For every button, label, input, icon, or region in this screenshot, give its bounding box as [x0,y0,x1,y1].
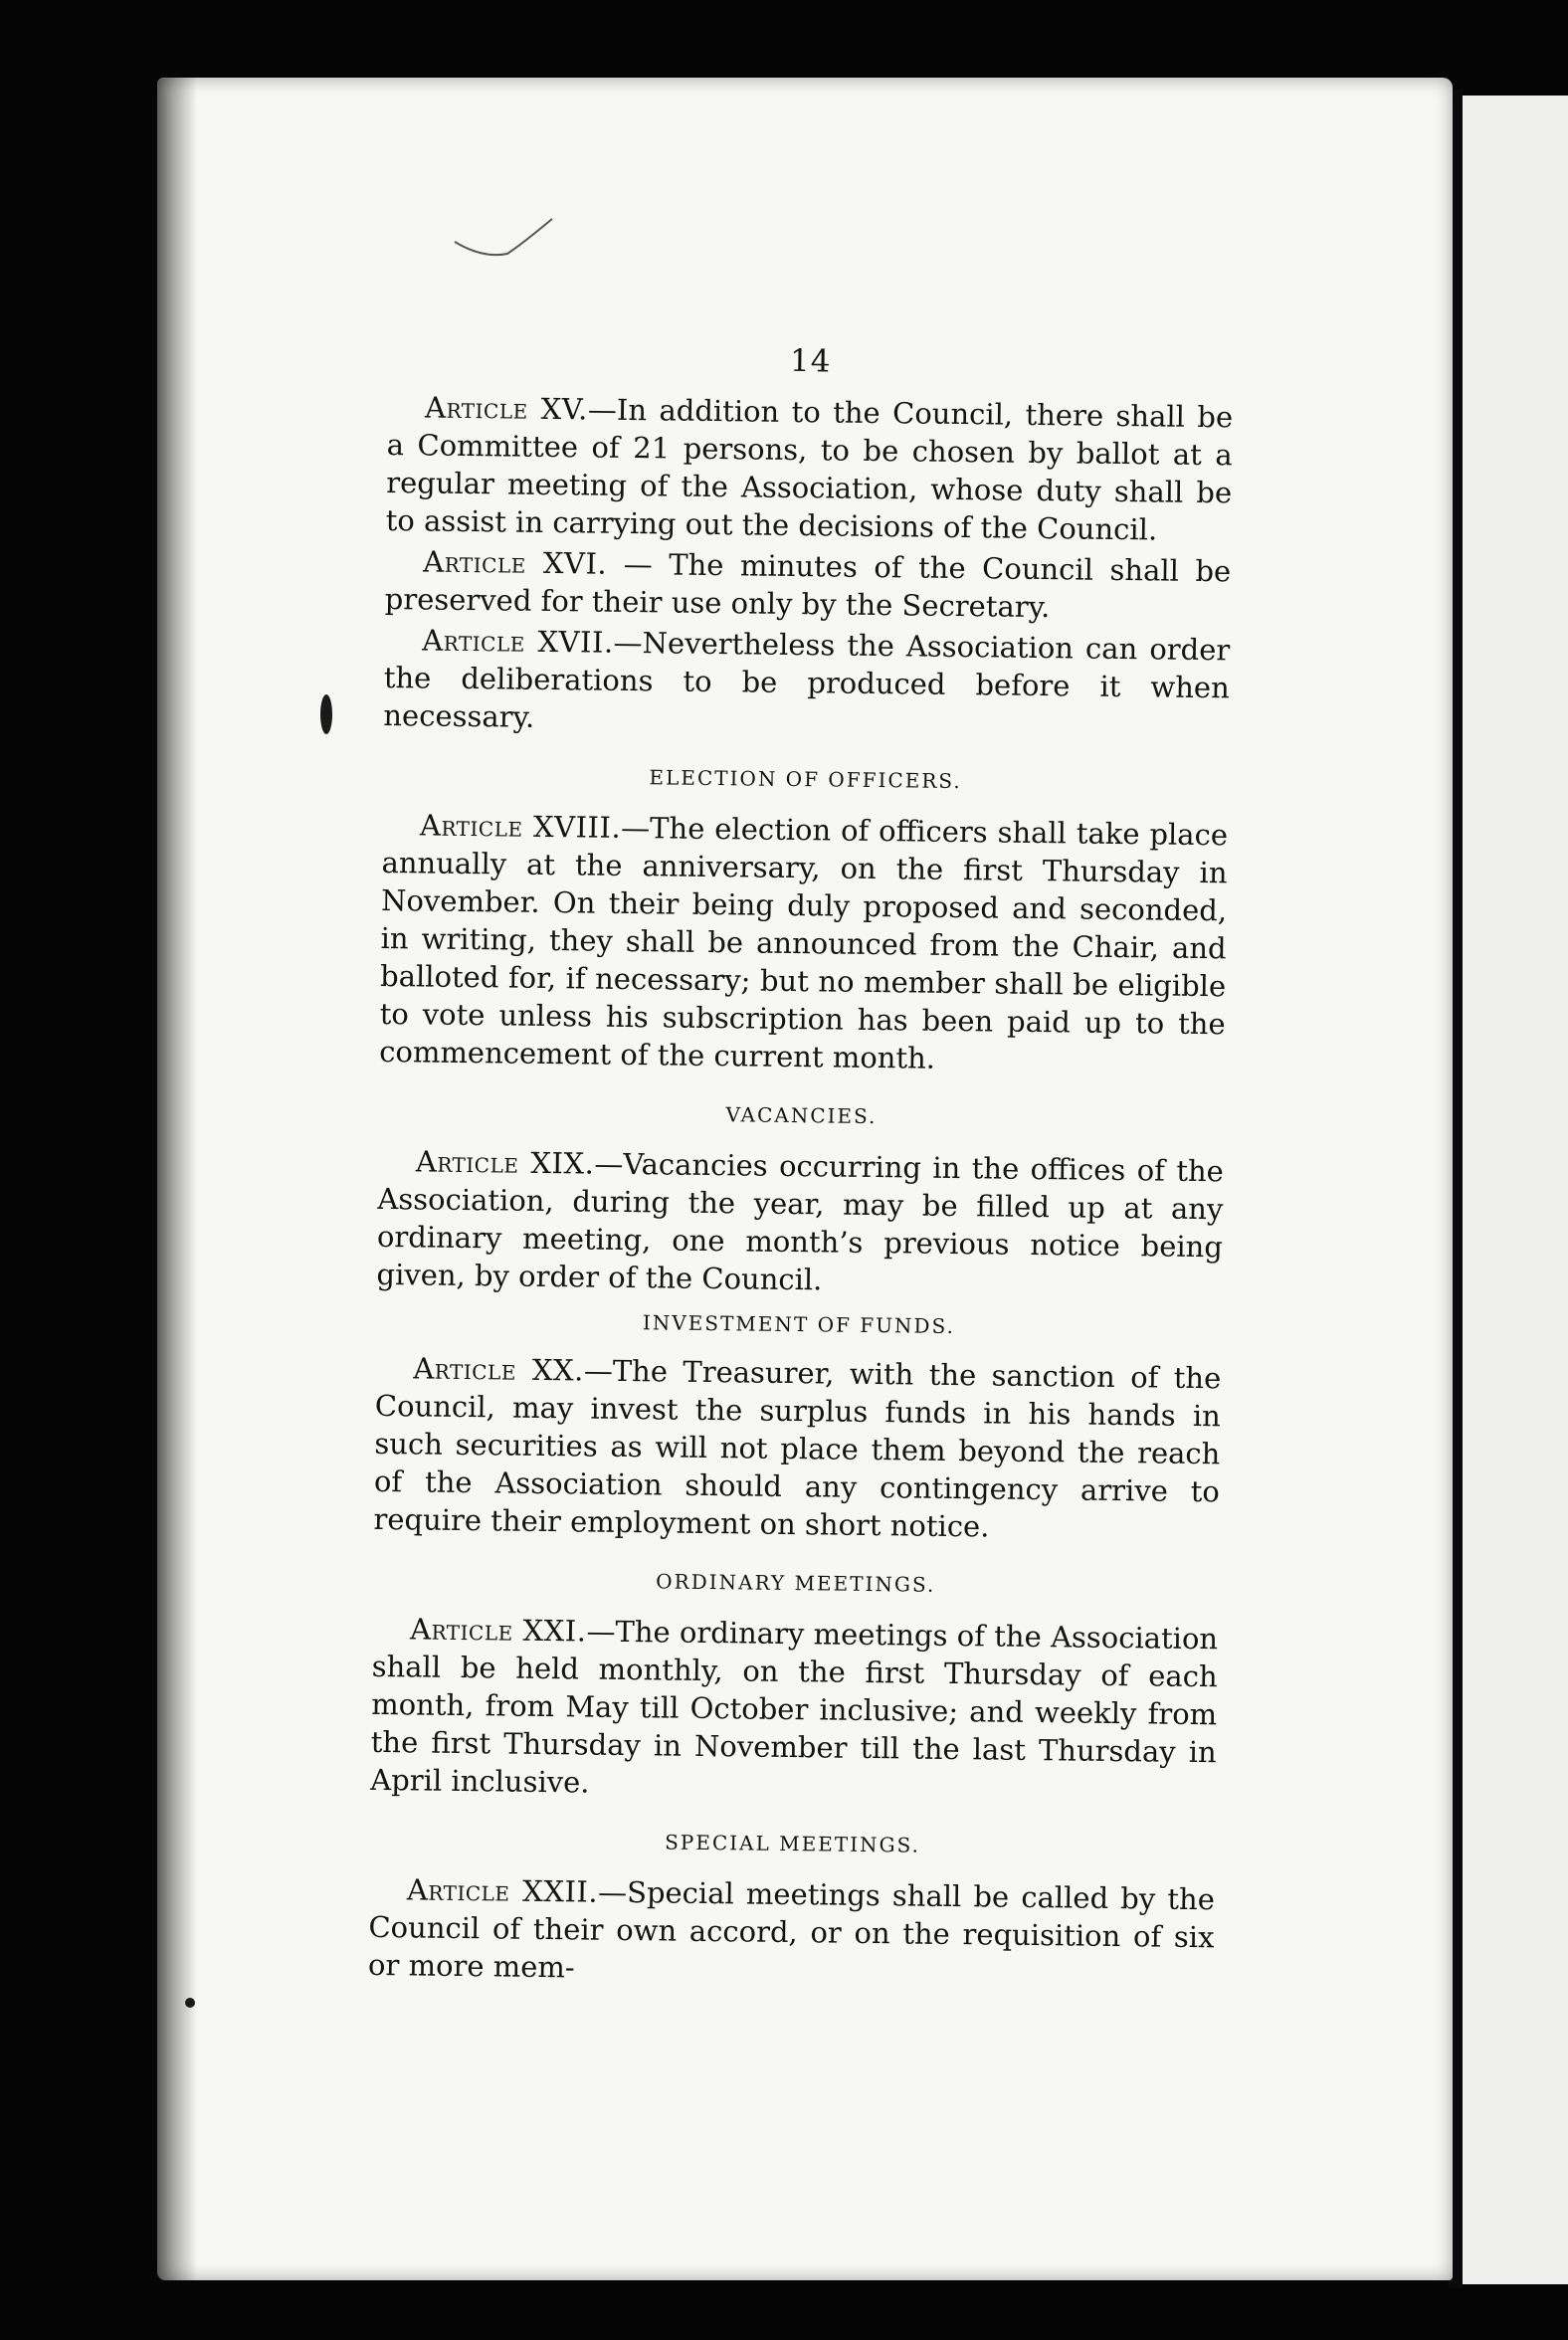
page-number: 14 [789,342,832,380]
article-label: Article XXII. [406,1872,599,1909]
article-paragraph [379,806,1228,1080]
ink-blot-mark [320,694,332,734]
article-text: —Special meetings shall be called by the Council of their own accord, or on the requisition of six or more mem- [367,1874,1216,1985]
article-label: Article XVI. [423,544,608,581]
section-heading: SPECIAL MEETINGS. [665,1830,921,1857]
section-heading: ELECTION OF OFFICERS. [649,765,962,794]
page-content [368,338,1234,1997]
article-label: Article XV. [424,390,589,427]
article-text: —Nevertheless the Association can order the deliberations to be produced before it when necessary. [383,625,1231,734]
article-label: Article XIX. [415,1144,595,1181]
article-label: Article XVII. [422,623,614,660]
section-heading: VACANCIES. [725,1102,878,1129]
pencil-mark-icon [453,214,557,274]
article-label: Article XVIII. [419,808,622,845]
article-text: —The election of officers shall take place annually at the anniversary, on the first Thursday in November. On their being duly proposed and seconded, in writing, they shall be announced from the Chair, and balloted for, if necessary; but no member shall be eligible to vote unless his subscription has been paid up to the commencement of the current month. [379,810,1229,1075]
page-edge-shadow [157,78,197,2280]
article-text: —The Treasurer, with the sanction of the Council, may invest the surplus funds in his hands in such securities as will not place them beyond the reach of the Association should any contingency arrive to require their employment on short notice. [373,1353,1222,1544]
article-paragraph [385,542,1232,628]
ink-dot-mark [185,1998,195,2008]
section-heading: INVESTMENT OF FUNDS. [642,1310,956,1339]
article-paragraph [383,621,1230,744]
article-text: — The minutes of the Council shall be preserved for their use only by the Secretary. [384,546,1232,625]
article-paragraph [386,388,1234,549]
article-label: Article XXI. [409,1612,587,1649]
article-text: —In addition to the Council, there shall be a Committee of 21 persons, to be chosen by ballot at a regular meeting of the Association, whose duty shall be to assist in carrying out the decisions of the Council. [385,392,1234,547]
article-paragraph [376,1142,1224,1303]
article-paragraph [370,1610,1218,1809]
article-paragraph [373,1349,1221,1548]
article-label: Article XX. [413,1351,585,1388]
article-text: —The ordinary meetings of the Association shall be held monthly, on the first Thursday of each month, from May till October inclusive; and weekly from the first Thursday in November till the last Thursday in April inclusive. [370,1614,1219,1800]
adjacent-page-edge [1463,96,1568,2284]
article-text: —Vacancies occurring in the offices of the Association, during the year, may be filled up at any ordinary meeting, one month’s previous notice being given, by order of the Council. [376,1146,1225,1297]
article-paragraph [368,1870,1215,1994]
section-heading: ORDINARY MEETINGS. [656,1569,936,1597]
